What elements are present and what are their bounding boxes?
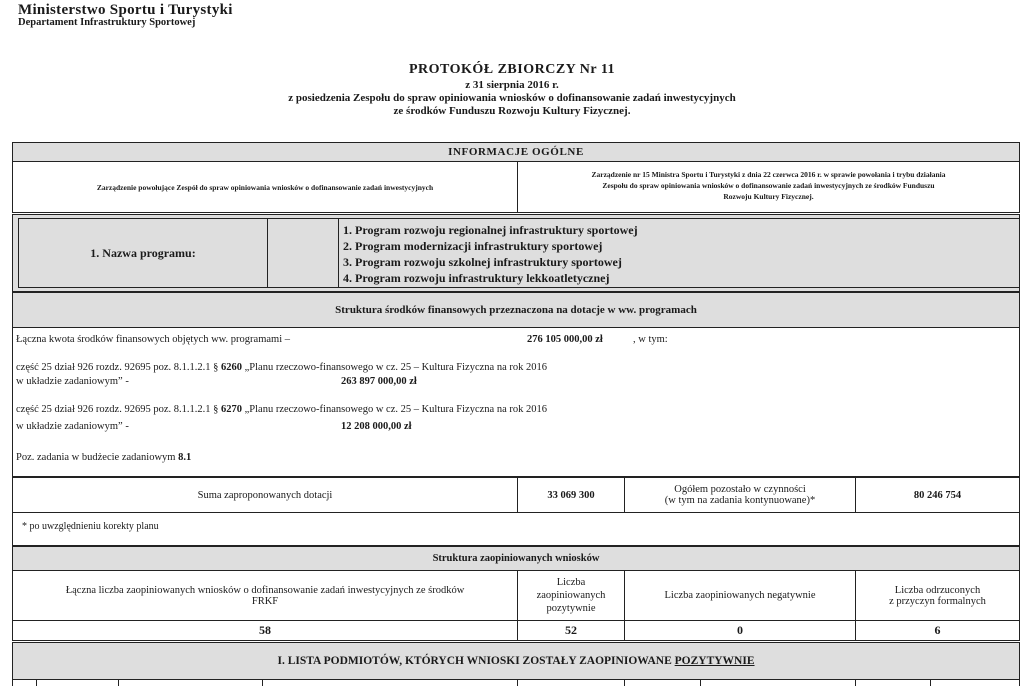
footnote-row xyxy=(12,512,1020,546)
funds-budget-value: 8.1 xyxy=(178,452,192,463)
applications-col4-line1: Liczba odrzuconych xyxy=(894,584,981,596)
applications-col2-header xyxy=(517,570,625,621)
remaining-label-line1: Ogółem pozostało w czynności xyxy=(674,484,806,495)
document-date: z 31 sierpnia 2016 r. xyxy=(465,79,559,91)
footnote: * po uwzględnieniu korekty planu xyxy=(22,521,159,532)
ordinance-value-line2: Zespołu do spraw opiniowania wniosków o dofinansowanie zadań inwestycyjnych ze środków Funduszu xyxy=(602,181,935,190)
ordinance-value-line3: Rozwoju Kultury Fizycznej. xyxy=(723,192,814,201)
document-title: PROTOKÓŁ ZBIORCZY Nr 11 xyxy=(408,62,616,77)
funds-part1-value: 263 897 000,00 zł xyxy=(341,376,417,387)
program-label: 1. Nazwa programu: xyxy=(90,245,196,260)
list-column-divider xyxy=(700,679,701,686)
funds-total-label: Łączna kwota środków finansowych objętych ww. programami – xyxy=(16,334,290,345)
ordinance-label-cell xyxy=(12,161,518,213)
funds-heading xyxy=(12,292,1020,328)
applications-rejected-cell xyxy=(855,620,1020,641)
remaining-label-line2: (w tym na zadania kontynuowane)* xyxy=(664,495,816,506)
list-column-divider xyxy=(517,679,518,686)
funds-part1-prefix: część 25 dział 926 rozdz. 92695 poz. 8.1.1.2.1 § xyxy=(16,362,221,373)
applications-heading xyxy=(12,546,1020,571)
applications-total-value: 58 xyxy=(259,623,271,637)
list-heading-prefix: I. LISTA PODMIOTÓW, KTÓRYCH WNIOSKI ZOSTAŁY ZAOPINIOWANE xyxy=(277,655,675,667)
document-title-block xyxy=(0,62,1024,117)
program-item: 4. Program rozwoju infrastruktury lekkoatletycznej xyxy=(343,271,610,285)
list-column-divider xyxy=(118,679,119,686)
applications-col1-line1: Łączna liczba zaopiniowanych wniosków o dofinansowanie zadań inwestycyjnych ze środków xyxy=(65,584,465,596)
applications-heading-text: Struktura zaopiniowanych wniosków xyxy=(432,553,600,564)
funds-budget-position xyxy=(16,452,191,463)
applications-col4-header xyxy=(855,570,1020,621)
info-heading-text: INFORMACJE OGÓLNE xyxy=(448,146,584,158)
ordinance-value-cell xyxy=(517,161,1020,213)
funds-part2-line2: w układzie zadaniowym” - xyxy=(16,421,129,432)
document-header xyxy=(18,2,233,28)
summary-value-cell xyxy=(517,477,625,513)
applications-negative-cell xyxy=(624,620,856,641)
program-label-cell xyxy=(18,218,268,288)
ordinance-value-line1: Zarządzenie nr 15 Ministra Sportu i Turystyki z dnia 22 czerwca 2016 r. w sprawie powołania i trybu działania xyxy=(591,170,946,179)
applications-col4-line2: z przyczyn formalnych xyxy=(889,595,986,607)
summary-label-cell xyxy=(12,477,518,513)
list-table-top xyxy=(12,679,1020,686)
applications-col3-text: Liczba zaopiniowanych negatywnie xyxy=(664,590,816,601)
program-item: 3. Program rozwoju szkolnej infrastruktury sportowej xyxy=(343,255,622,269)
summary-value: 33 069 300 xyxy=(547,489,595,501)
applications-total-cell xyxy=(12,620,518,641)
applications-positive-cell xyxy=(517,620,625,641)
funds-part2-paragraph: 6270 xyxy=(221,404,242,415)
program-item: 1. Program rozwoju regionalnej infrastruktury sportowej xyxy=(343,223,638,237)
funds-part2 xyxy=(16,404,547,415)
funds-heading-text: Struktura środków finansowych przeznaczona na dotacje w ww. programach xyxy=(335,304,697,316)
funds-part1-line2: w układzie zadaniowym” - xyxy=(16,376,129,387)
applications-col2-line1: Liczba xyxy=(556,577,586,588)
program-list-cell xyxy=(338,218,1020,288)
ordinance-label: Zarządzenie powołujące Zespół do spraw opiniowania wniosków o dofinansowanie zadań inwestycyjnych xyxy=(96,182,434,192)
funds-part2-suffix: „Planu rzeczowo-finansowego w cz. 25 – Kultura Fizyczna na rok 2016 xyxy=(242,404,547,415)
applications-col2-line3: pozytywnie xyxy=(546,603,596,614)
list-heading xyxy=(12,642,1020,680)
remaining-value: 80 246 754 xyxy=(913,489,962,501)
program-spacer-cell xyxy=(267,218,339,288)
list-heading-text xyxy=(277,655,754,667)
program-item: 2. Program modernizacji infrastruktury sportowej xyxy=(343,239,603,253)
funds-part1-paragraph: 6260 xyxy=(221,362,242,373)
funds-total-suffix: , w tym: xyxy=(633,334,668,345)
applications-col2-line2: zaopiniowanych xyxy=(536,590,606,601)
department-name: Departament Infrastruktury Sportowej xyxy=(18,17,196,28)
applications-col3-header xyxy=(624,570,856,621)
list-heading-underlined: POZYTYWNIE xyxy=(674,655,755,667)
list-column-divider xyxy=(930,679,931,686)
document-subtitle-line2: ze środków Funduszu Rozwoju Kultury Fizycznej. xyxy=(393,105,631,117)
list-column-divider xyxy=(624,679,625,686)
list-column-divider xyxy=(262,679,263,686)
applications-col1-header xyxy=(12,570,518,621)
funds-budget-label: Poz. zadania w budżecie zadaniowym xyxy=(16,452,179,463)
list-column-divider xyxy=(36,679,37,686)
remaining-value-cell xyxy=(855,477,1020,513)
summary-label: Suma zaproponowanych dotacji xyxy=(197,489,333,501)
funds-total-value: 276 105 000,00 zł xyxy=(527,334,603,345)
applications-negative-value: 0 xyxy=(737,623,743,637)
info-heading xyxy=(12,142,1020,162)
funds-part1 xyxy=(16,362,547,373)
list-column-divider xyxy=(855,679,856,686)
funds-part2-prefix: część 25 dział 926 rozdz. 92695 poz. 8.1.1.2.1 § xyxy=(16,404,221,415)
applications-rejected-value: 6 xyxy=(934,623,941,637)
document-subtitle-line1: z posiedzenia Zespołu do spraw opiniowania wniosków o dofinansowanie zadań inwestycyjnych xyxy=(288,92,736,104)
remaining-label-cell xyxy=(624,477,856,513)
applications-col1-line2: FRKF xyxy=(251,595,279,607)
funds-part1-suffix: „Planu rzeczowo-finansowego w cz. 25 – Kultura Fizyczna na rok 2016 xyxy=(242,362,547,373)
applications-positive-value: 52 xyxy=(565,623,577,637)
funds-part2-value: 12 208 000,00 zł xyxy=(341,421,412,432)
ministry-name: Ministerstwo Sportu i Turystyki xyxy=(18,2,233,18)
